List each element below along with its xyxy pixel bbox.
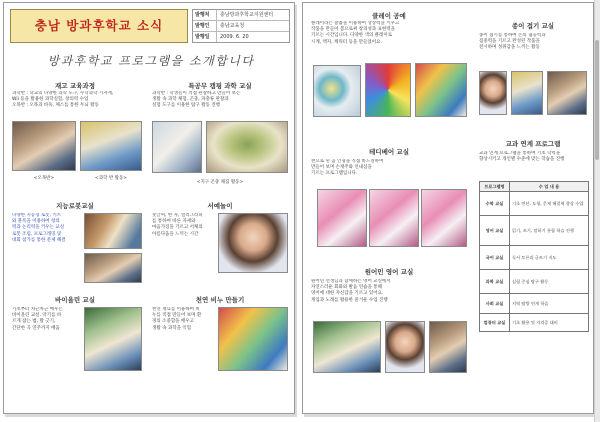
text-line: 마음가짐을 기르고 서체의 <box>152 225 203 231</box>
section-text <box>479 151 587 171</box>
text-line: 클레이라는 찰흙을 이용하여 상상력을 키우고 <box>311 21 400 26</box>
text-line: 기초부터 차근차근 배우는 <box>12 307 63 312</box>
photo <box>84 307 142 371</box>
vertical-scrollbar[interactable] <box>594 0 600 422</box>
headline: 방과후학교 프로그램을 소개합니다 <box>47 54 255 68</box>
section-title: 지능로봇교실 <box>56 202 94 210</box>
photo <box>479 71 507 115</box>
text-line: 향상시키고 개인별 수준에 맞는 학습을 진행 <box>479 157 565 163</box>
photo <box>84 253 142 283</box>
text-line: Wii 등을 활용한 과학실험, 창의력 수업 <box>12 97 89 103</box>
photo-caption: <과학 반 활동> <box>94 176 128 181</box>
table-header-row <box>480 182 589 192</box>
section-text <box>311 279 467 307</box>
table-cell: 읽기, 쓰기, 말하기 통합 학습 진행 <box>510 216 589 246</box>
text-line: 영어에 대한 자신감을 기르고 있어요. <box>311 291 384 297</box>
section-text <box>311 159 467 181</box>
text-line: 시계, 액자, 캐릭터 등을 만들었어요. <box>311 39 382 45</box>
photo <box>313 321 381 373</box>
text-line: 경의 소중함을 배우고 <box>152 319 194 325</box>
info-row <box>193 32 289 43</box>
table-cell: 컴퓨터 교실 <box>480 314 510 332</box>
photo <box>206 121 288 173</box>
info-row <box>193 21 289 32</box>
photo-caption: <오목반> <box>33 176 55 181</box>
text-line: 누를 직접 만들어 보며 환 <box>152 313 202 319</box>
photo <box>313 65 361 117</box>
section-title: 테디베어 교실 <box>369 148 409 156</box>
text-line: 생활 속 과학을 익힘 <box>152 325 192 331</box>
section-text <box>152 91 288 117</box>
info-value: 2009. 6. 20 <box>220 34 249 40</box>
text-line: 르게 잡는 법, 활 긋기, <box>12 319 56 325</box>
column-header: 수 업 내 용 <box>510 182 589 192</box>
section-title: 천연 비누 만들기 <box>195 296 245 304</box>
newsletter-title: 충남 방과후학교 소식 <box>10 9 188 43</box>
table-cell: 실험 중심 탐구 활동 <box>510 270 589 294</box>
section-title: 클레이 공예 <box>372 12 406 20</box>
section-title: 재고 교육과정 <box>55 82 95 90</box>
text-line: 바이올린 교실. 악기를 바 <box>12 313 62 319</box>
publication-info <box>192 9 290 43</box>
text-line: 다양한 지능형 로봇, 키트 <box>12 213 62 218</box>
text-line: 교과 연계 프로그램을 통하여 기초 학력을 <box>479 151 561 156</box>
table-row <box>480 216 589 246</box>
section-title: 교과 연계 프로그램 <box>505 140 561 148</box>
table-row <box>480 192 589 216</box>
info-key: 발행인 <box>195 21 217 31</box>
info-key: 발행처 <box>195 10 217 20</box>
text-line: 아름다움을 느끼는 시간 <box>152 231 199 237</box>
photo <box>152 121 202 173</box>
section-text <box>12 307 80 371</box>
photo <box>511 71 543 115</box>
photo <box>317 189 367 247</box>
table-row <box>480 314 589 332</box>
table-cell: 사회 교실 <box>480 294 510 314</box>
section-title: 바이올린 교실 <box>55 296 95 304</box>
text-line: 자연스러운 회화와 발음 연습을 통해 <box>311 285 382 291</box>
text-line: 력과 논리력을 키우는 교실 <box>12 225 65 231</box>
section-title: 서예놀이 <box>207 202 233 210</box>
table-cell: 독서 토론과 글쓰기 지도 <box>510 246 589 270</box>
photo <box>84 213 142 249</box>
text-line: 간단한 곡 연주까지 배움 <box>12 325 60 331</box>
photo <box>12 121 76 171</box>
text-line: 오목반 : 오목과 바둑, 체스를 통한 두뇌 활동 <box>12 103 99 109</box>
text-line: 종이 접기를 통하여 손의 협응력과 <box>479 33 546 38</box>
table-cell: 수학 교실 <box>480 192 510 216</box>
photo <box>421 189 467 247</box>
text-line: 로봇 조립, 프로그래밍 및 <box>12 231 62 237</box>
text-line: 집중력을 기르고 완성된 작품을 <box>479 39 540 45</box>
section-text <box>479 33 587 63</box>
program-table <box>479 181 589 332</box>
info-key: 발행일 <box>195 32 217 42</box>
scrollbar-thumb[interactable] <box>595 40 599 160</box>
photo <box>385 321 425 373</box>
photo-caption: <지구 곤충 채집 활동> <box>196 180 244 185</box>
photo <box>429 321 467 373</box>
section-title: 특공무 캠핑 과학 교실 <box>188 82 252 90</box>
section-text <box>152 213 214 271</box>
text-line: 과학반 : 학교의 다양한 과학 도구, 수학과학 기자재, <box>12 91 114 96</box>
text-line: 대회 참가를 통한 문제 해결 <box>12 237 66 243</box>
text-line: 작품을 만들어 봄으로써 창의성과 표현력을 <box>311 27 395 33</box>
text-line: 기르는 프로그램입니다. <box>311 171 358 177</box>
section-text <box>12 91 142 117</box>
photo <box>415 63 467 117</box>
text-line: 과학반 : 학생들이 직접 관찰하고 만들어 보는 <box>152 91 241 96</box>
table-cell: 지역 탐방 연계 학습 <box>510 294 589 314</box>
photo <box>80 121 142 171</box>
table-row <box>480 270 589 294</box>
text-line: 천으로 된 곰 인형을 직접 바느질하여 <box>311 159 384 164</box>
table-cell: 기초 연산, 도형, 문제 해결력 향상 수업 <box>510 192 589 216</box>
table-cell: 기초 활용 및 자격증 대비 <box>510 314 589 332</box>
photo <box>369 189 419 247</box>
text-line: 천연 재료를 이용하여 비 <box>152 307 200 312</box>
info-value: 충남교육청 <box>220 23 245 29</box>
text-line: 실험 도구를 이용한 탐구 활동 진행 <box>152 103 221 109</box>
text-line: 붓글씨, 한 자, 캘리그라피 <box>152 213 203 218</box>
column-header: 프로그램명 <box>480 182 510 192</box>
table-cell: 국어 교실 <box>480 246 510 270</box>
page-right <box>302 2 594 414</box>
text-line: 원어민 선생님과 함께하는 영어 교실에서 <box>311 279 391 284</box>
text-line: 전시하며 성취감을 느끼는 활동 <box>479 45 540 51</box>
photo <box>218 213 288 273</box>
table-cell: 과학 교실 <box>480 270 510 294</box>
text-line: 게임과 노래를 활용한 즐거운 수업 진행 <box>311 297 388 303</box>
info-value: 충남방과후학교지원센터 <box>220 12 274 18</box>
page-left <box>3 2 295 414</box>
photo <box>365 63 411 117</box>
photo <box>547 71 587 115</box>
text-line: 를 통하여 바른 자세와 <box>152 219 196 225</box>
section-text <box>152 307 214 371</box>
text-line: 기르는 시간입니다. 다양한 색의 클레이로 <box>311 33 393 39</box>
table-row <box>480 246 589 270</box>
section-text <box>311 21 467 49</box>
section-title: 원어민 영어 교실 <box>364 268 414 276</box>
info-row <box>193 10 289 21</box>
text-line: 와 블록을 이용하여 창의 <box>12 219 60 225</box>
masthead <box>10 9 290 43</box>
section-title: 종이 접기 교실 <box>511 22 555 30</box>
text-line: 생활 속 과학 체험. 곤충, 파충류 관찰과 <box>152 97 229 103</box>
text-line: 만들어 보며 손재주와 인내심을 <box>311 165 372 171</box>
section-text <box>12 213 80 261</box>
table-cell: 영어 교실 <box>480 216 510 246</box>
table-row <box>480 294 589 314</box>
photo <box>218 307 288 371</box>
